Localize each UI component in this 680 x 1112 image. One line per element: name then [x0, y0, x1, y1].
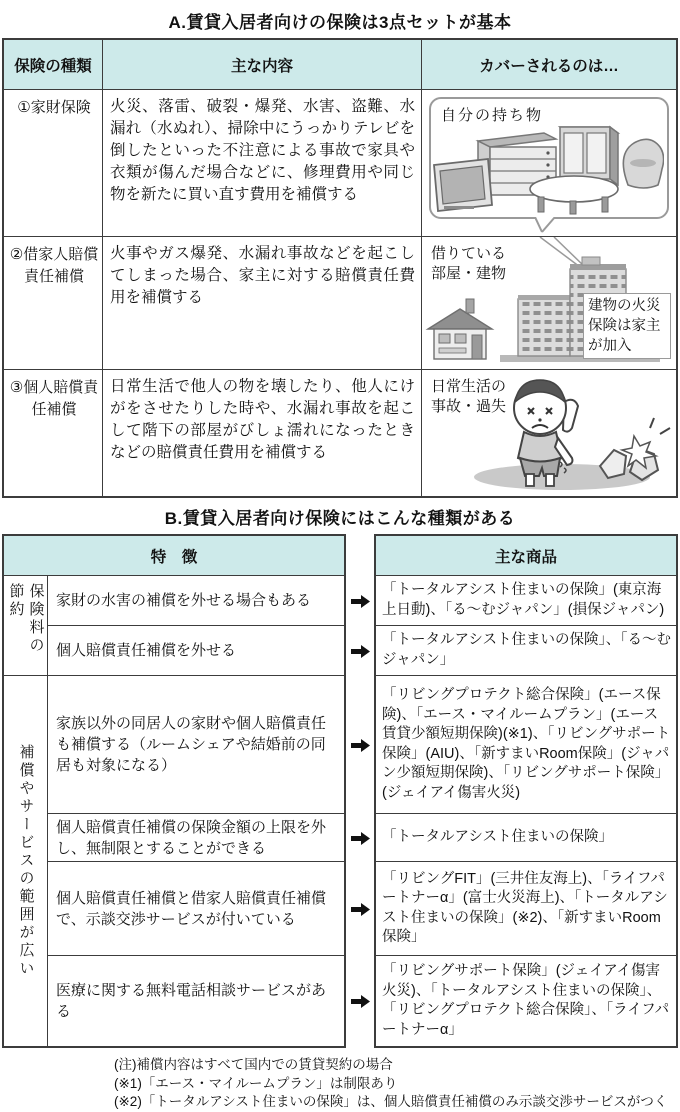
- furniture-illustration: [426, 119, 664, 215]
- rented-room-label: 借りている部屋・建物: [431, 245, 507, 282]
- products-row6: 「リビングサポート保険」(ジェイアイ傷害火災)、「トータルアシスト住まいの保険」、「リビングプロテクト総合保険」、「ライフパートナーα」: [382, 963, 670, 1038]
- table-a-row1-illustration-cell: [422, 90, 676, 237]
- table-b: [2, 534, 678, 1048]
- feature-row6: 医療に関する無料電話相談サービスがある: [56, 982, 327, 1020]
- table-a-header-content: 主な内容: [103, 40, 422, 90]
- arrow-icon: [346, 814, 374, 862]
- section-b-title: B.賃貸入居者向け保険にはこんな種類がある: [164, 509, 516, 528]
- feature-row1: 家財の水害の補償を外せる場合もある: [48, 576, 344, 626]
- table-a-row3-illustration-cell: [422, 370, 676, 496]
- belongings-label: 自分の持ち物: [441, 107, 544, 124]
- footnote-2: (※2)「トータルアシスト住まいの保険」は、個人賠償責任補償のみ示談交渉サービスがつく: [114, 1094, 668, 1109]
- speech-bubble: [429, 97, 669, 219]
- table-a: [2, 38, 678, 498]
- table-a-row2-type: ②借家人賠償責任補償: [4, 237, 103, 370]
- section-a-title: A.賃貸入居者向けの保険は3点セットが基本: [168, 13, 512, 32]
- table-a-row2-illustration-cell: [422, 237, 676, 370]
- products-row2: 「トータルアシスト住まいの保険」、「る～むジャパン」: [376, 626, 676, 676]
- group-label-wide-coverage: 補償やサービスの範囲が広い: [4, 676, 48, 1046]
- table-a-row2-description: 火事やガス爆発、水漏れ事故などを起こしてしまった場合、家主に対する賠償責任費用を補償する: [103, 237, 422, 370]
- arrow-icon: [346, 956, 374, 1046]
- speech-bubble-tail: [535, 217, 555, 233]
- table-b-header-feature: 特 徴: [4, 536, 344, 576]
- landlord-insurance-callout: 建物の火災保険は家主が加入: [583, 293, 671, 359]
- products-row3: 「リビングプロテクト総合保険」(エース保険)、「エース・マイルームプラン」(エース賃貸少額短期保険)(※1)、「リビングサポート保険」(AIU)、「新すまいRoom保険」(ジャパン少額短期保険)、「リビングサポート保険」(ジェイアイ傷害火災): [376, 676, 676, 814]
- daily-accident-label: 日常生活の事故・過失: [431, 378, 507, 415]
- arrow-icon: [346, 862, 374, 956]
- footnote-1: (※1)「エース・マイルームプラン」は制限あり: [114, 1075, 398, 1091]
- table-b-features: [2, 534, 346, 1048]
- table-b-header-products: 主な商品: [376, 536, 676, 576]
- group-label-saving: 保険料の節約: [4, 576, 48, 676]
- feature-row5: 個人賠償責任補償と借家人賠償責任補償で、示談交渉サービスが付いている: [48, 862, 344, 956]
- arrow-spacer: [346, 534, 374, 576]
- table-a-header-type: 保険の種類: [4, 40, 103, 90]
- arrow-icon: [346, 576, 374, 626]
- products-row1: 「トータルアシスト住まいの保険」(東京海上日動)、「る～むジャパン」(損保ジャパン): [376, 576, 676, 626]
- table-a-row1-type: ①家財保険: [4, 90, 103, 237]
- feature-row3: 家族以外の同居人の家財や個人賠償責任も補償する（ルームシェアや結婚前の同居も対象になる）: [48, 676, 344, 814]
- feature-row2: 個人賠償責任補償を外せる: [48, 626, 344, 676]
- feature-row4: 個人賠償責任補償の保険金額の上限を外し、無制限とすることができる: [48, 814, 344, 862]
- arrow-column: [346, 534, 374, 1048]
- arrow-icon: [346, 626, 374, 676]
- arrow-icon: [346, 676, 374, 814]
- table-a-row1-description: 火災、落雷、破裂・爆発、水害、盗難、水漏れ（水ぬれ）、掃除中にうっかりテレビを倒したといった不注意による事故で家具や衣類が傷んだ場合などに、修理費用や同じ物を新たに買い直す費用を補償する: [103, 90, 422, 237]
- footnote-general: (注)補償内容はすべて国内での賃貸契約の場合: [114, 1057, 393, 1072]
- products-row5: 「リビングFIT」(三井住友海上)、「ライフパートナーα」(富士火災海上)、「トータルアシスト住まいの保険」(※2)、「新すまいRoom保険」: [376, 862, 676, 956]
- footnotes: [114, 1056, 678, 1112]
- table-b-products: [374, 534, 678, 1048]
- products-row4: 「トータルアシスト住まいの保険」: [376, 814, 676, 862]
- table-a-row3-description: 日常生活で他人の物を壊したり、他人にけがをさせたりした時や、水漏れ事故を起こして階下の部屋がびしょ濡れになったときなどの賠償責任費用を補償する: [103, 370, 422, 496]
- table-a-row3-type: ③個人賠償責任補償: [4, 370, 103, 496]
- table-a-header-covered: カバーされるのは…: [422, 40, 676, 90]
